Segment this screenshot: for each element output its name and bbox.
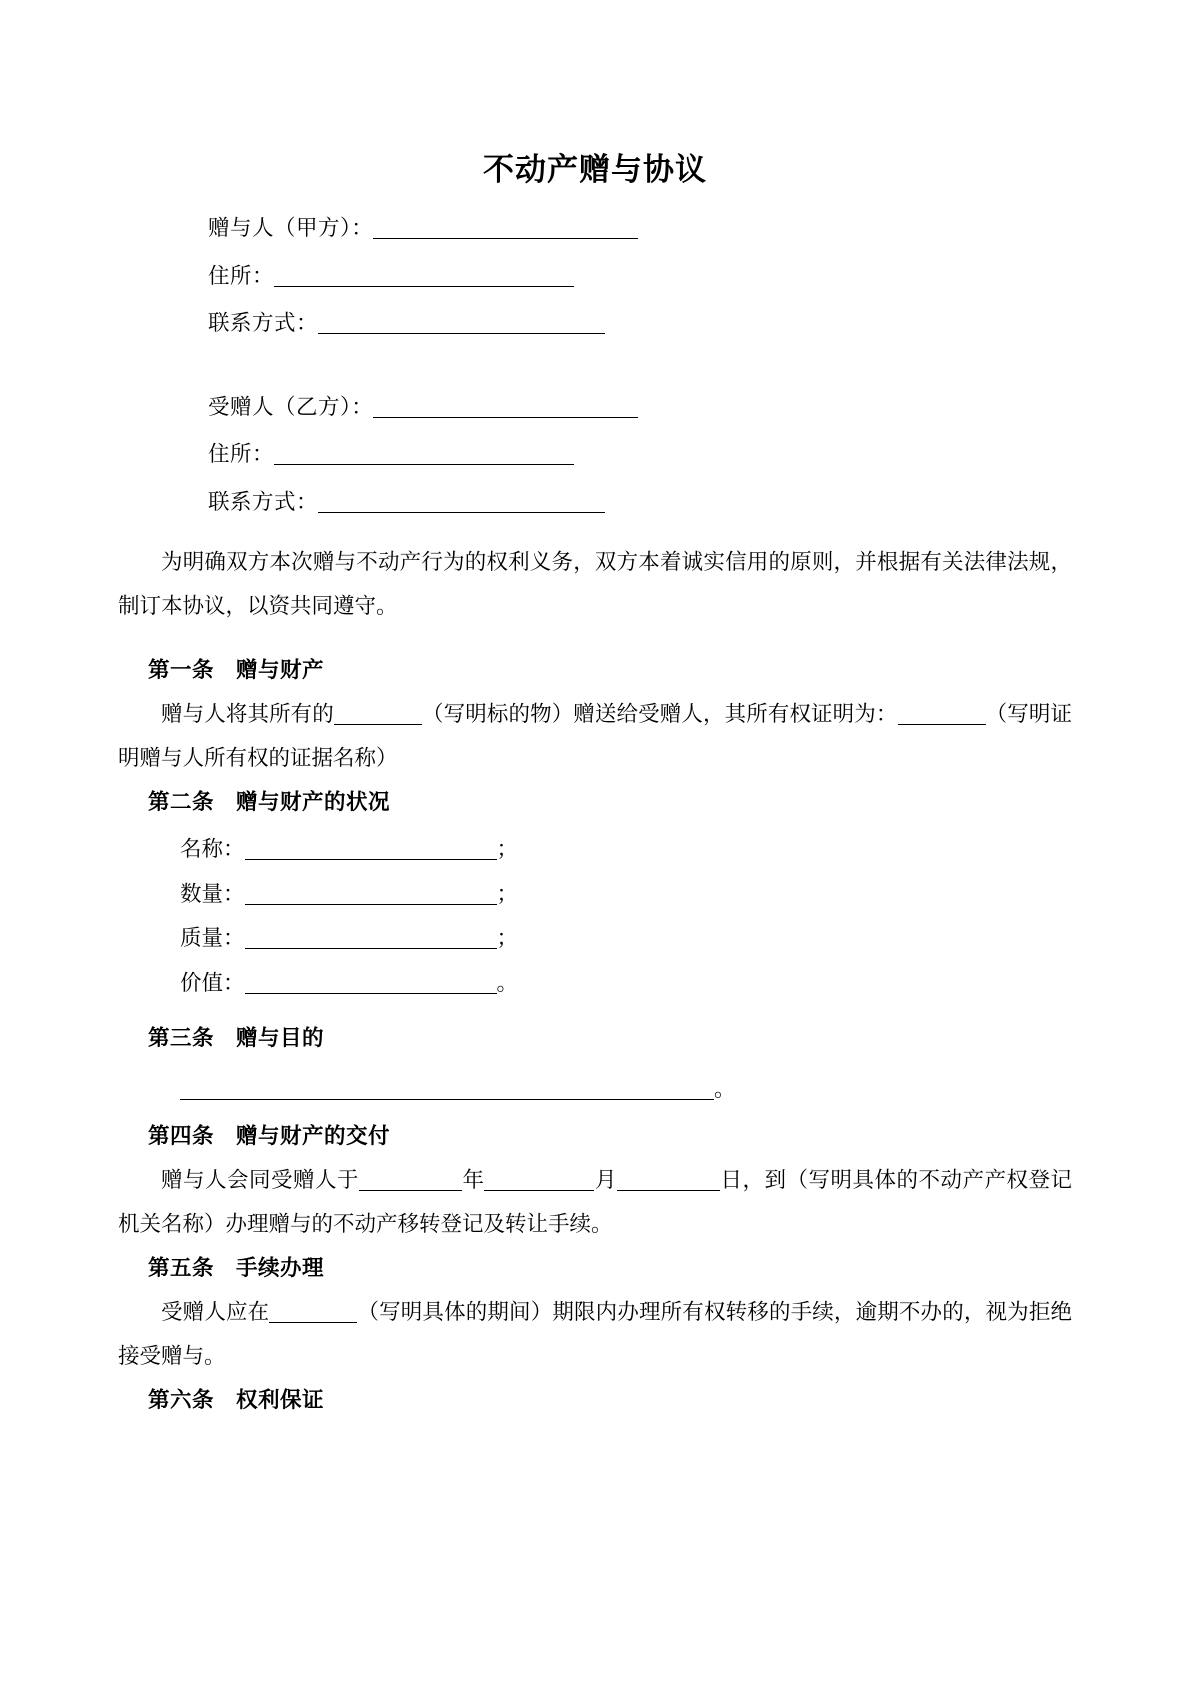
clause-number: 第二条 xyxy=(148,790,215,816)
page-title: 不动产赠与协议 xyxy=(483,152,707,188)
fill-in-blank[interactable] xyxy=(898,705,986,725)
property-item-quantity xyxy=(118,881,1072,907)
clause-4-text-pre: 赠与人会同受赠人于 xyxy=(161,1167,359,1193)
clause-1-title xyxy=(118,649,1072,693)
clause-5-text-pre: 受赠人应在 xyxy=(161,1299,270,1325)
field-label: 住所： xyxy=(208,442,275,468)
fill-in-blank[interactable] xyxy=(274,267,574,287)
clause-number: 第四条 xyxy=(148,1123,215,1149)
clause-1-text-pre: 赠与人将其所有的 xyxy=(161,702,334,728)
fill-in-blank-year[interactable] xyxy=(359,1171,462,1191)
year-label: 年 xyxy=(461,1167,485,1193)
fill-in-blank[interactable] xyxy=(373,398,638,418)
day-label: 日，到 xyxy=(719,1167,787,1193)
fill-in-blank[interactable] xyxy=(334,705,422,725)
item-label: 价值： xyxy=(180,970,245,996)
field-label: 联系方式： xyxy=(208,489,319,515)
clause-6-title xyxy=(118,1379,1072,1423)
clause-4-title xyxy=(118,1115,1072,1159)
clause-number: 第五条 xyxy=(148,1255,215,1281)
item-punctuation: ； xyxy=(496,837,519,863)
clause-4-text-post: （写明具体的不动产产权登记机关名称）办理赠与的不动产移转登记及转让手续。 xyxy=(118,1167,1072,1237)
field-donee-contact xyxy=(118,489,1072,515)
field-donee-name xyxy=(118,394,1072,420)
fill-in-blank[interactable] xyxy=(245,885,497,905)
property-item-name xyxy=(118,839,1072,861)
property-item-quality xyxy=(118,928,1072,950)
clause-heading: 赠与目的 xyxy=(236,1026,325,1052)
fill-in-blank[interactable] xyxy=(245,974,497,994)
clause-4-body xyxy=(118,1159,1072,1247)
item-punctuation: 。 xyxy=(496,970,519,996)
clause-1-body xyxy=(118,693,1072,781)
fill-in-blank[interactable] xyxy=(269,1303,357,1323)
clause-number: 第一条 xyxy=(148,658,215,684)
fill-in-blank[interactable] xyxy=(245,929,497,949)
donor-party-block xyxy=(118,218,1072,335)
field-label: 住所： xyxy=(208,263,275,289)
clause-1-text-post: （写明证明赠与人所有权的证据名称） xyxy=(118,702,1072,772)
clause-heading: 手续办理 xyxy=(236,1255,325,1281)
fill-in-blank[interactable] xyxy=(274,445,574,465)
clause-heading: 赠与财产的状况 xyxy=(236,790,391,816)
item-label: 数量： xyxy=(180,881,245,907)
fill-in-blank[interactable] xyxy=(180,1080,714,1100)
field-donor-address xyxy=(118,263,1072,289)
clause-3-blank-line xyxy=(118,1079,1072,1101)
clause-5-text-post: （写明具体的期间）期限内办理所有权转移的手续，逾期不办的，视为拒绝接受赠与。 xyxy=(118,1299,1072,1369)
fill-in-blank[interactable] xyxy=(318,493,605,513)
field-donee-address xyxy=(118,444,1072,466)
item-label: 质量： xyxy=(180,926,245,952)
clause-heading: 赠与财产的交付 xyxy=(236,1123,391,1149)
intro-paragraph: 为明确双方本次赠与不动产行为的权利义务，双方本着诚实信用的原则，并根据有关法律法规，制订本协议，以资共同遵守。 xyxy=(118,550,1072,620)
item-punctuation: ； xyxy=(496,881,519,907)
property-item-value xyxy=(118,970,1072,996)
field-donor-contact xyxy=(118,313,1072,335)
fill-in-blank-day[interactable] xyxy=(617,1171,720,1191)
item-label: 名称： xyxy=(180,837,245,863)
fill-in-blank[interactable] xyxy=(245,840,497,860)
month-label: 月 xyxy=(594,1167,617,1193)
field-donor-name xyxy=(118,218,1072,240)
field-label: 赠与人（甲方）： xyxy=(208,216,374,242)
item-punctuation: 。 xyxy=(714,1077,736,1103)
clause-heading: 权利保证 xyxy=(236,1387,325,1413)
item-punctuation: ； xyxy=(496,926,519,952)
clause-5-body xyxy=(118,1291,1072,1379)
clause-heading: 赠与财产 xyxy=(236,658,325,684)
field-label: 联系方式： xyxy=(208,311,319,337)
fill-in-blank[interactable] xyxy=(373,219,638,239)
field-label: 受赠人（乙方）： xyxy=(208,394,374,420)
clause-2-title xyxy=(118,781,1072,825)
fill-in-blank-month[interactable] xyxy=(484,1171,594,1191)
clause-number: 第三条 xyxy=(148,1026,215,1052)
donee-party-block xyxy=(118,394,1072,515)
fill-in-blank[interactable] xyxy=(318,314,605,334)
clause-number: 第六条 xyxy=(148,1387,215,1413)
clause-1-text-mid: （写明标的物）赠送给受赠人，其所有权证明为： xyxy=(421,702,898,728)
clause-5-title xyxy=(118,1247,1072,1291)
clause-3-title xyxy=(118,1017,1072,1061)
party-spacer xyxy=(118,361,1072,397)
